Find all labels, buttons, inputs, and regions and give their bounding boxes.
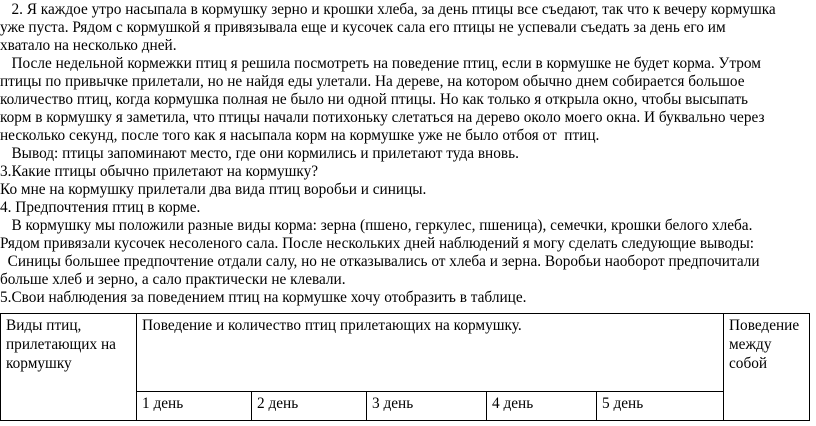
behavior-header-cell: Поведение и количество птиц прилетающих на кормушку. xyxy=(137,314,724,392)
day-cell: 2 день xyxy=(252,392,367,421)
text-line: 2. Я каждое утро насыпала в кормушку зерно и крошки хлеба, за день птицы все съедают, так что к вечеру кормушка xyxy=(0,1,776,18)
text-line: корм в кормушку я заметила, что птицы начали потихоньку слетаться на дерево около моего окна. И буквально через xyxy=(0,109,765,126)
section-heading: 4. Предпочтения птиц в корме. xyxy=(0,199,201,216)
text-line: Рядом привязали кусочек несоленого сала. После нескольких дней наблюдений я могу сделать следующие выводы: xyxy=(0,235,754,252)
text-line: После недельной кормежки птиц я решила посмотреть на поведение птиц, если в кормушке не будет корма. Утром xyxy=(0,55,761,72)
text-line: количество птиц, когда кормушка полная не было ни одной птицы. Но как только я открыла окно, чтобы высыпать xyxy=(0,91,748,108)
between-header-cell: Поведение между собой xyxy=(724,314,810,421)
day-cell: 4 день xyxy=(487,392,597,421)
observation-table xyxy=(0,313,810,421)
text-line: В кормушку мы положили разные виды корма: зерна (пшено, геркулес, пшеница), семечки, крошки белого хлеба. xyxy=(0,217,753,234)
section-heading: 5.Свои наблюдения за поведением птиц на кормушке хочу отобразить в таблице. xyxy=(0,289,527,306)
text-line: Синицы большее предпочтение отдали салу, но не отказывались от хлеба и зерна. Воробьи наоборот предпочитали xyxy=(0,253,760,270)
day-cell: 5 день xyxy=(597,392,724,421)
text-line: хватало на несколько дней. xyxy=(0,37,177,54)
question-heading: 3.Какие птицы обычно прилетают на кормушку? xyxy=(0,163,319,180)
day-cell: 1 день xyxy=(137,392,252,421)
conclusion-line: Вывод: птицы запоминают место, где они кормились и прилетают туда вновь. xyxy=(0,145,519,162)
species-header-cell: Виды птиц, прилетающих на кормушку xyxy=(1,314,137,421)
text-line: уже пуста. Рядом с кормушкой я привязывала еще и кусочек сала его птицы не успевали съедать за день его им xyxy=(0,19,726,36)
text-line: больше хлеб и зерно, а сало практически не клевали. xyxy=(0,271,346,288)
day-cell: 3 день xyxy=(367,392,487,421)
text-line: птицы по привычке прилетали, но не найдя еды улетали. На дереве, на котором обычно днем собирается большое xyxy=(0,73,745,90)
text-line: несколько секунд, после того как я насыпала корм на кормушке уже не было отбоя от птиц. xyxy=(0,127,600,144)
table-header-row xyxy=(1,314,810,392)
text-line: Ко мне на кормушку прилетали два вида птиц воробьи и синицы. xyxy=(0,181,427,198)
